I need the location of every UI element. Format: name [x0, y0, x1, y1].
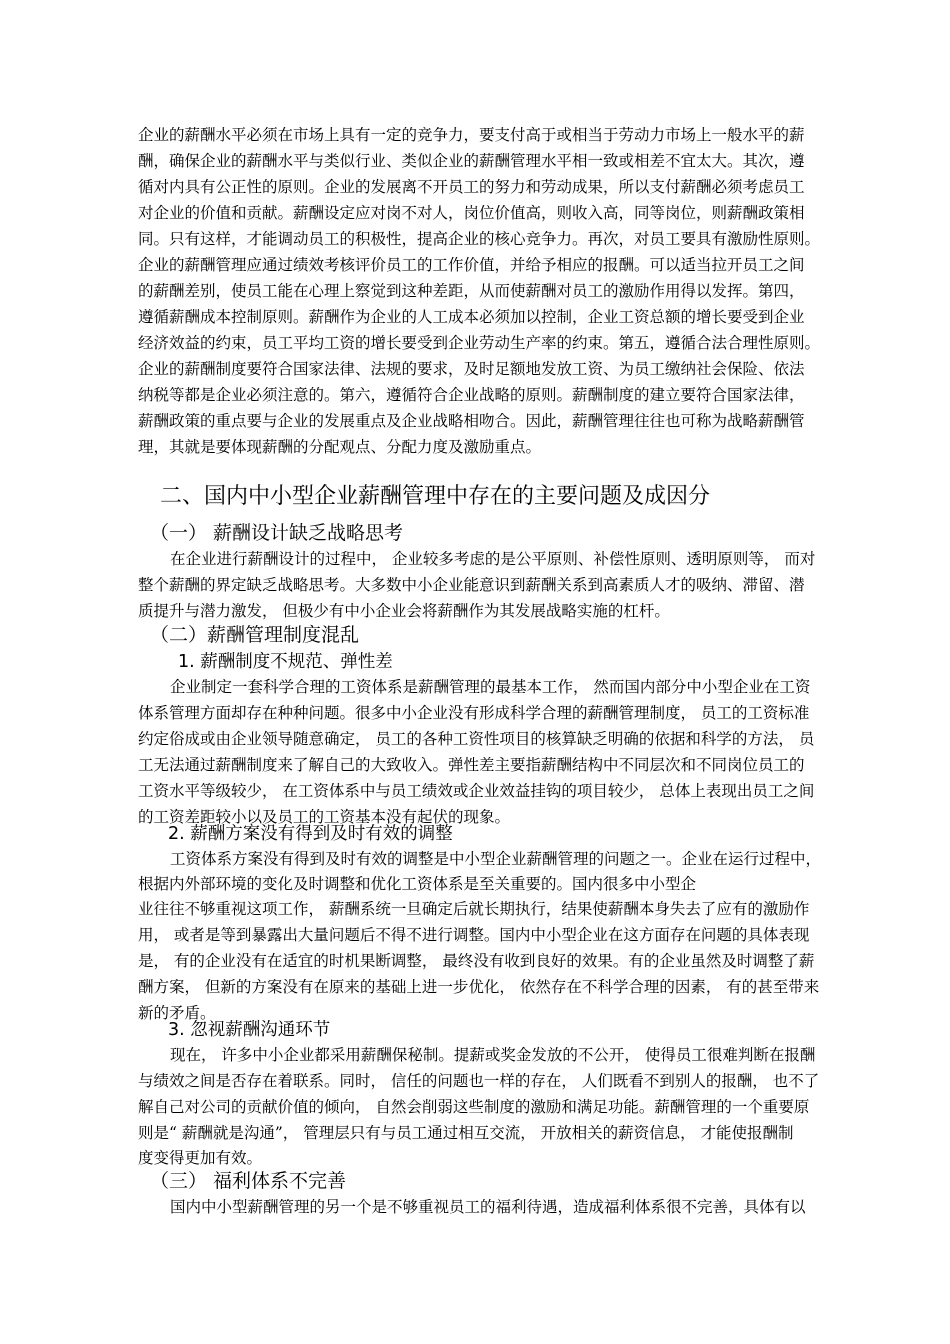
sub-subsection-heading: 1. 薪酬制度不规范、弹性差	[178, 652, 393, 672]
body-text-line: 酬方案， 但新的方案没有在原来的基础上进一步优化， 依然存在不科学合理的因素， 有的甚至带来	[138, 978, 820, 996]
body-text-line: 对企业的价值和贡献。薪酬设定应对岗不对人，岗位价值高，则收入高，同等岗位，则薪酬政策相	[138, 204, 805, 222]
body-text-line: 整个薪酬的界定缺乏战略思考。大多数中小企业能意识到薪酬关系到高素质人才的吸纳、滞留、潜	[138, 576, 805, 594]
body-text-line: 是， 有的企业没有在适宜的时机果断调整， 最终没有收到良好的效果。有的企业虽然及时调整了薪	[138, 952, 815, 970]
body-text-line: 现在， 许多中小企业都采用薪酬保秘制。提薪或奖金发放的不公开， 使得员工很难判断在报酬	[170, 1046, 816, 1064]
body-text-line: 同。只有这样，才能调动员工的积极性，提高企业的核心竞争力。再次，对员工要具有激励性原则。	[138, 230, 821, 248]
body-text-line: 企业的薪酬管理应通过绩效考核评价员工的工作价值，并给予相应的报酬。可以适当拉开员工之间	[138, 256, 805, 274]
body-text-line: 根据内外部环境的变化及时调整和优化工资体系是至关重要的。国内很多中小型企	[138, 875, 697, 893]
body-text-line: 的薪酬差别，使员工能在心理上察觉到这种差距，从而使薪酬对员工的激励作用得以发挥。第四，	[138, 282, 805, 300]
body-text-line: 约定俗成或由企业领导随意确定， 员工的各种工资性项目的核算缺乏明确的依据和科学的方法， 员	[138, 730, 815, 748]
body-text-line: 体系管理方面却存在种种问题。很多中小企业没有形成科学合理的薪酬管理制度， 员工的工资标准	[138, 704, 810, 722]
section-heading: 二、国内中小型企业薪酬管理中存在的主要问题及成因分	[160, 484, 711, 509]
body-text-line: 新的矛盾。	[138, 1004, 216, 1022]
sub-subsection-heading: 2. 薪酬方案没有得到及时有效的调整	[168, 824, 453, 844]
body-text-line: 薪酬政策的重点要与企业的发展重点及企业战略相吻合。因此，薪酬管理往往也可称为战略薪酬管	[138, 412, 805, 430]
body-text-line: 度变得更加有效。	[138, 1149, 263, 1167]
sub-subsection-heading: 3. 忽视薪酬沟通环节	[168, 1020, 331, 1040]
body-text-line: 企业制定一套科学合理的工资体系是薪酬管理的最基本工作， 然而国内部分中小型企业在工资	[170, 678, 811, 696]
body-text-line: 解自己对公司的贡献价值的倾向， 自然会削弱这些制度的激励和满足功能。薪酬管理的一个重要原	[138, 1098, 810, 1116]
body-text-line: 工资体系方案没有得到及时有效的调整是中小型企业薪酬管理的问题之一。企业在运行过程中，	[170, 850, 822, 868]
body-text-line: 企业的薪酬水平必须在市场上具有一定的竞争力，要支付高于或相当于劳动力市场上一般水平的薪	[138, 126, 805, 144]
body-text-line: 质提升与潜力激发， 但极少有中小企业会将薪酬作为其发展战略实施的杠杆。	[138, 602, 670, 620]
body-text-line: 与绩效之间是否存在着联系。同时， 信任的问题也一样的存在， 人们既看不到别人的报酬， 也不了	[138, 1072, 820, 1090]
subsection-heading: （二）薪酬管理制度混乱	[150, 624, 360, 646]
body-text-line: 酬，确保企业的薪酬水平与类似行业、类似企业的薪酬管理水平相一致或相差不宜太大。其次，遵	[138, 152, 805, 170]
body-text-line: 国内中小型薪酬管理的另一个是不够重视员工的福利待遇，造成福利体系很不完善，具体有以	[170, 1198, 806, 1216]
body-text-line: 工无法通过薪酬制度来了解自己的大致收入。弹性差主要指薪酬结构中不同层次和不同岗位员工的	[138, 756, 805, 774]
body-text-line: 用， 或者是等到暴露出大量问题后不得不进行调整。国内中小型企业在这方面存在问题的具体表现	[138, 926, 810, 944]
body-text-line: 业往往不够重视这项工作， 薪酬系统一旦确定后就长期执行，结果使薪酬本身失去了应有的激励作	[138, 900, 810, 918]
subsection-heading: （三） 福利体系不完善	[150, 1170, 347, 1192]
body-text-line: 循对内具有公正性的原则。企业的发展离不开员工的努力和劳动成果，所以支付薪酬必须考虑员工	[138, 178, 805, 196]
body-text-line: 在企业进行薪酬设计的过程中， 企业较多考虑的是公平原则、补偿性原则、透明原则等， 而对	[170, 550, 816, 568]
body-text-line: 经济效益的约束，员工平均工资的增长要受到企业劳动生产率的约束。第五，遵循合法合理性原则。	[138, 334, 821, 352]
body-text-line: 理，其就是要体现薪酬的分配观点、分配力度及激励重点。	[138, 438, 542, 456]
body-text-line: 的工资差距较小以及员工的工资基本没有起伏的现象。	[138, 808, 511, 826]
body-text-line: 工资水平等级较少， 在工资体系中与员工绩效或企业效益挂钩的项目较少， 总体上表现出员工之间	[138, 782, 815, 800]
body-text-line: 则是“ 薪酬就是沟通”， 管理层只有与员工通过相互交流， 开放相关的薪资信息， 才能使报酬制	[138, 1124, 794, 1142]
subsection-heading: （一） 薪酬设计缺乏战略思考	[150, 522, 404, 544]
body-text-line: 企业的薪酬制度要符合国家法律、法规的要求，及时足额地发放工资、为员工缴纳社会保险、依法	[138, 360, 805, 378]
body-text-line: 纳税等都是企业必须注意的。第六，遵循符合企业战略的原则。薪酬制度的建立要符合国家法律，	[138, 386, 805, 404]
body-text-line: 遵循薪酬成本控制原则。薪酬作为企业的人工成本必须加以控制，企业工资总额的增长要受到企业	[138, 308, 805, 326]
